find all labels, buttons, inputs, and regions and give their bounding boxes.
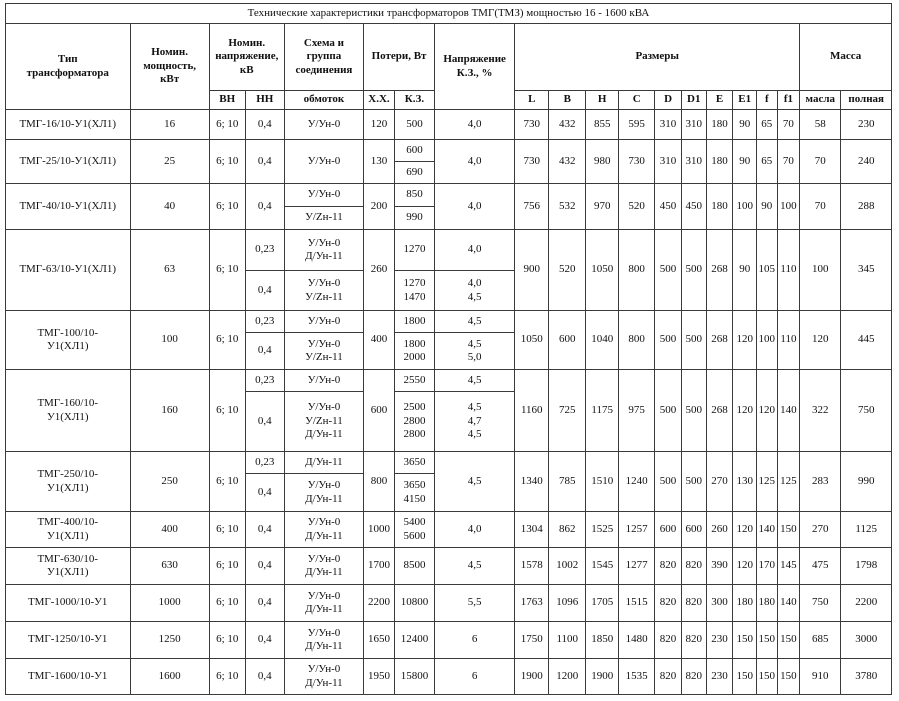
- cell-kz: 690: [394, 162, 434, 184]
- cell-C: 800: [619, 230, 655, 311]
- cell-H: 1545: [586, 548, 619, 585]
- cell-vn: 6; 10: [209, 110, 245, 140]
- cell-type: ТМГ-160/10- У1(ХЛ1): [6, 370, 131, 452]
- cell-C: 730: [619, 140, 655, 184]
- cell-E1: 180: [733, 585, 757, 622]
- cell-type: ТМГ-1000/10-У1: [6, 585, 131, 622]
- cell-D: 450: [655, 184, 682, 230]
- cell-nn: 0,23: [245, 370, 284, 392]
- cell-D: 500: [655, 311, 682, 370]
- cell-power: 16: [130, 110, 209, 140]
- cell-total: 230: [841, 110, 892, 140]
- spec-table: [5, 3, 892, 695]
- cell-oil: 322: [800, 370, 841, 452]
- cell-f: 105: [757, 230, 778, 311]
- cell-nn: 0,23: [245, 230, 284, 271]
- col-header-f1: f1: [777, 91, 800, 110]
- cell-D1: 500: [681, 452, 706, 512]
- cell-vn: 6; 10: [209, 140, 245, 184]
- cell-L: 1160: [515, 370, 549, 452]
- col-header-oil: масла: [800, 91, 841, 110]
- table-row: [6, 512, 892, 548]
- cell-L: 1578: [515, 548, 549, 585]
- cell-f1: 70: [777, 110, 800, 140]
- cell-E1: 120: [733, 548, 757, 585]
- cell-kz: 1800 2000: [394, 333, 434, 370]
- cell-E: 268: [706, 370, 733, 452]
- cell-D: 820: [655, 659, 682, 695]
- cell-L: 756: [515, 184, 549, 230]
- cell-uk: 4,0: [435, 184, 515, 230]
- cell-D: 500: [655, 452, 682, 512]
- cell-f1: 125: [777, 452, 800, 512]
- cell-H: 1850: [586, 622, 619, 659]
- cell-type: ТМГ-250/10- У1(ХЛ1): [6, 452, 131, 512]
- cell-E: 300: [706, 585, 733, 622]
- cell-xx: 1700: [364, 548, 395, 585]
- cell-C: 1277: [619, 548, 655, 585]
- cell-f1: 140: [777, 370, 800, 452]
- cell-E1: 90: [733, 140, 757, 184]
- cell-B: 1002: [549, 548, 586, 585]
- col-header-f: f: [757, 91, 778, 110]
- cell-total: 1125: [841, 512, 892, 548]
- cell-xx: 120: [364, 110, 395, 140]
- cell-total: 240: [841, 140, 892, 184]
- cell-nn: 0,4: [245, 333, 284, 370]
- cell-vn: 6; 10: [209, 230, 245, 311]
- table-row: [6, 370, 892, 392]
- cell-oil: 70: [800, 140, 841, 184]
- cell-H: 1900: [586, 659, 619, 695]
- cell-H: 855: [586, 110, 619, 140]
- cell-B: 432: [549, 110, 586, 140]
- cell-f: 65: [757, 140, 778, 184]
- cell-H: 970: [586, 184, 619, 230]
- cell-E: 230: [706, 622, 733, 659]
- cell-f1: 110: [777, 311, 800, 370]
- cell-power: 100: [130, 311, 209, 370]
- cell-uk: 6: [435, 659, 515, 695]
- cell-scheme: У/Ун-0 Д/Ун-11: [284, 230, 363, 271]
- col-header-E: E: [706, 91, 733, 110]
- cell-L: 1304: [515, 512, 549, 548]
- cell-kz: 1270: [394, 230, 434, 271]
- cell-scheme: Д/Ун-11: [284, 452, 363, 474]
- col-header-kz: К.З.: [394, 91, 434, 110]
- cell-E: 260: [706, 512, 733, 548]
- cell-D: 820: [655, 548, 682, 585]
- cell-kz: 3650: [394, 452, 434, 474]
- cell-nn: 0,4: [245, 110, 284, 140]
- cell-kz: 2550: [394, 370, 434, 392]
- cell-f: 180: [757, 585, 778, 622]
- cell-D1: 600: [681, 512, 706, 548]
- cell-D1: 500: [681, 370, 706, 452]
- cell-type: ТМГ-100/10- У1(ХЛ1): [6, 311, 131, 370]
- cell-f: 120: [757, 370, 778, 452]
- cell-B: 520: [549, 230, 586, 311]
- cell-power: 63: [130, 230, 209, 311]
- cell-uk: 6: [435, 622, 515, 659]
- cell-E: 390: [706, 548, 733, 585]
- cell-C: 595: [619, 110, 655, 140]
- cell-kz: 850: [394, 184, 434, 207]
- cell-vn: 6; 10: [209, 548, 245, 585]
- col-header-vn: ВН: [209, 91, 245, 110]
- cell-power: 400: [130, 512, 209, 548]
- cell-B: 862: [549, 512, 586, 548]
- cell-total: 990: [841, 452, 892, 512]
- cell-kz: 500: [394, 110, 434, 140]
- cell-xx: 400: [364, 311, 395, 370]
- cell-E1: 90: [733, 230, 757, 311]
- cell-power: 1600: [130, 659, 209, 695]
- col-header-sc-voltage: Напряжение К.З., %: [435, 24, 515, 110]
- cell-type: ТМГ-630/10- У1(ХЛ1): [6, 548, 131, 585]
- table-row: [6, 585, 892, 622]
- table-row: [6, 230, 892, 271]
- table-row: [6, 452, 892, 474]
- cell-oil: 100: [800, 230, 841, 311]
- col-header-xx: Х.Х.: [364, 91, 395, 110]
- cell-f1: 110: [777, 230, 800, 311]
- cell-C: 1480: [619, 622, 655, 659]
- cell-D1: 310: [681, 110, 706, 140]
- cell-B: 532: [549, 184, 586, 230]
- cell-uk: 4,5 4,7 4,5: [435, 392, 515, 452]
- cell-kz: 990: [394, 207, 434, 230]
- cell-scheme: У/Ун-0 Д/Ун-11: [284, 622, 363, 659]
- cell-xx: 260: [364, 230, 395, 311]
- cell-uk: 4,0 4,5: [435, 271, 515, 311]
- cell-scheme: У/Ун-0 У/Zн-11 Д/Ун-11: [284, 392, 363, 452]
- cell-total: 750: [841, 370, 892, 452]
- cell-oil: 70: [800, 184, 841, 230]
- cell-L: 1050: [515, 311, 549, 370]
- cell-E: 268: [706, 230, 733, 311]
- cell-type: ТМГ-400/10- У1(ХЛ1): [6, 512, 131, 548]
- cell-scheme: У/Ун-0: [284, 370, 363, 392]
- cell-D: 500: [655, 230, 682, 311]
- cell-total: 3000: [841, 622, 892, 659]
- cell-type: ТМГ-1600/10-У1: [6, 659, 131, 695]
- cell-f: 150: [757, 659, 778, 695]
- cell-H: 980: [586, 140, 619, 184]
- cell-vn: 6; 10: [209, 659, 245, 695]
- col-header-mass: Масса: [800, 24, 892, 91]
- cell-H: 1040: [586, 311, 619, 370]
- cell-B: 725: [549, 370, 586, 452]
- cell-L: 1750: [515, 622, 549, 659]
- cell-f1: 150: [777, 622, 800, 659]
- cell-oil: 120: [800, 311, 841, 370]
- cell-type: ТМГ-25/10-У1(ХЛ1): [6, 140, 131, 184]
- cell-xx: 130: [364, 140, 395, 184]
- cell-D: 820: [655, 585, 682, 622]
- col-header-E1: E1: [733, 91, 757, 110]
- cell-D1: 500: [681, 311, 706, 370]
- col-header-losses: Потери, Вт: [364, 24, 435, 91]
- cell-kz: 5400 5600: [394, 512, 434, 548]
- cell-power: 40: [130, 184, 209, 230]
- cell-vn: 6; 10: [209, 184, 245, 230]
- cell-D: 820: [655, 622, 682, 659]
- cell-D1: 310: [681, 140, 706, 184]
- cell-E: 270: [706, 452, 733, 512]
- cell-E1: 120: [733, 512, 757, 548]
- cell-L: 900: [515, 230, 549, 311]
- cell-C: 1257: [619, 512, 655, 548]
- cell-power: 160: [130, 370, 209, 452]
- cell-scheme: У/Ун-0 Д/Ун-11: [284, 548, 363, 585]
- cell-scheme: У/Zн-11: [284, 207, 363, 230]
- cell-nn: 0,4: [245, 585, 284, 622]
- cell-E1: 150: [733, 622, 757, 659]
- cell-E: 180: [706, 140, 733, 184]
- cell-type: ТМГ-63/10-У1(ХЛ1): [6, 230, 131, 311]
- col-header-sizes: Размеры: [515, 24, 800, 91]
- cell-scheme: У/Ун-0 У/Zн-11: [284, 271, 363, 311]
- cell-nn: 0,4: [245, 271, 284, 311]
- cell-f1: 100: [777, 184, 800, 230]
- cell-H: 1175: [586, 370, 619, 452]
- table-row: [6, 311, 892, 333]
- col-header-H: H: [586, 91, 619, 110]
- cell-scheme: У/Ун-0 Д/Ун-11: [284, 512, 363, 548]
- cell-oil: 910: [800, 659, 841, 695]
- cell-scheme: У/Ун-0: [284, 110, 363, 140]
- cell-type: ТМГ-40/10-У1(ХЛ1): [6, 184, 131, 230]
- col-header-type: Тип трансформатора: [6, 24, 131, 110]
- cell-E1: 120: [733, 370, 757, 452]
- cell-f: 100: [757, 311, 778, 370]
- cell-E: 180: [706, 184, 733, 230]
- col-header-D: D: [655, 91, 682, 110]
- cell-B: 1200: [549, 659, 586, 695]
- cell-D1: 820: [681, 622, 706, 659]
- cell-power: 630: [130, 548, 209, 585]
- cell-E1: 100: [733, 184, 757, 230]
- cell-vn: 6; 10: [209, 370, 245, 452]
- cell-uk: 4,0: [435, 110, 515, 140]
- cell-C: 1535: [619, 659, 655, 695]
- cell-f: 90: [757, 184, 778, 230]
- cell-uk: 4,0: [435, 512, 515, 548]
- cell-uk: 4,5: [435, 452, 515, 512]
- cell-E1: 120: [733, 311, 757, 370]
- cell-xx: 2200: [364, 585, 395, 622]
- cell-f1: 150: [777, 659, 800, 695]
- cell-D: 600: [655, 512, 682, 548]
- cell-xx: 800: [364, 452, 395, 512]
- cell-total: 445: [841, 311, 892, 370]
- cell-nn: 0,4: [245, 622, 284, 659]
- cell-kz: 1270 1470: [394, 271, 434, 311]
- cell-oil: 283: [800, 452, 841, 512]
- cell-D1: 820: [681, 585, 706, 622]
- cell-vn: 6; 10: [209, 452, 245, 512]
- cell-f: 65: [757, 110, 778, 140]
- cell-oil: 475: [800, 548, 841, 585]
- table-title: Технические характеристики трансформаторов ТМГ(ТМЗ) мощностью 16 - 1600 кВА: [6, 4, 892, 24]
- cell-oil: 750: [800, 585, 841, 622]
- cell-H: 1525: [586, 512, 619, 548]
- cell-C: 1240: [619, 452, 655, 512]
- cell-B: 432: [549, 140, 586, 184]
- col-header-scheme: Схема и группа соединения: [284, 24, 363, 91]
- cell-vn: 6; 10: [209, 622, 245, 659]
- cell-scheme: У/Ун-0 Д/Ун-11: [284, 659, 363, 695]
- cell-power: 1000: [130, 585, 209, 622]
- cell-L: 1763: [515, 585, 549, 622]
- cell-f: 125: [757, 452, 778, 512]
- col-header-C: C: [619, 91, 655, 110]
- col-header-B: B: [549, 91, 586, 110]
- cell-uk: 4,5: [435, 370, 515, 392]
- cell-oil: 685: [800, 622, 841, 659]
- cell-E: 230: [706, 659, 733, 695]
- cell-D: 500: [655, 370, 682, 452]
- spec-table-container: [5, 3, 892, 695]
- col-header-L: L: [515, 91, 549, 110]
- cell-nn: 0,4: [245, 548, 284, 585]
- cell-L: 1900: [515, 659, 549, 695]
- cell-xx: 1950: [364, 659, 395, 695]
- cell-oil: 270: [800, 512, 841, 548]
- cell-B: 600: [549, 311, 586, 370]
- cell-total: 345: [841, 230, 892, 311]
- table-row: [6, 548, 892, 585]
- cell-power: 1250: [130, 622, 209, 659]
- cell-E1: 90: [733, 110, 757, 140]
- cell-uk: 4,0: [435, 230, 515, 271]
- cell-D1: 820: [681, 548, 706, 585]
- cell-kz: 12400: [394, 622, 434, 659]
- cell-H: 1050: [586, 230, 619, 311]
- cell-C: 975: [619, 370, 655, 452]
- cell-uk: 4,5: [435, 548, 515, 585]
- cell-type: ТМГ-1250/10-У1: [6, 622, 131, 659]
- cell-kz: 2500 2800 2800: [394, 392, 434, 452]
- cell-H: 1705: [586, 585, 619, 622]
- cell-power: 250: [130, 452, 209, 512]
- cell-C: 800: [619, 311, 655, 370]
- cell-kz: 10800: [394, 585, 434, 622]
- cell-D: 310: [655, 110, 682, 140]
- cell-total: 1798: [841, 548, 892, 585]
- cell-vn: 6; 10: [209, 585, 245, 622]
- cell-kz: 15800: [394, 659, 434, 695]
- cell-nn: 0,4: [245, 392, 284, 452]
- col-header-total: полная: [841, 91, 892, 110]
- cell-D1: 820: [681, 659, 706, 695]
- cell-scheme: У/Ун-0: [284, 140, 363, 184]
- cell-scheme: У/Ун-0: [284, 184, 363, 207]
- cell-L: 1340: [515, 452, 549, 512]
- cell-E: 180: [706, 110, 733, 140]
- cell-f: 140: [757, 512, 778, 548]
- cell-f1: 140: [777, 585, 800, 622]
- cell-uk: 4,5: [435, 311, 515, 333]
- cell-kz: 600: [394, 140, 434, 162]
- cell-L: 730: [515, 140, 549, 184]
- col-header-nn: НН: [245, 91, 284, 110]
- cell-L: 730: [515, 110, 549, 140]
- table-row: [6, 622, 892, 659]
- cell-total: 3780: [841, 659, 892, 695]
- cell-total: 2200: [841, 585, 892, 622]
- table-row: [6, 184, 892, 207]
- cell-nn: 0,4: [245, 512, 284, 548]
- cell-D1: 450: [681, 184, 706, 230]
- cell-E1: 150: [733, 659, 757, 695]
- cell-nn: 0,4: [245, 184, 284, 230]
- cell-scheme: У/Ун-0: [284, 311, 363, 333]
- cell-D: 310: [655, 140, 682, 184]
- cell-f: 170: [757, 548, 778, 585]
- cell-nn: 0,4: [245, 474, 284, 512]
- table-row: [6, 140, 892, 162]
- cell-xx: 1650: [364, 622, 395, 659]
- col-header-voltage: Номин. напряжение, кВ: [209, 24, 284, 91]
- cell-uk: 5,5: [435, 585, 515, 622]
- table-row: [6, 110, 892, 140]
- cell-f: 150: [757, 622, 778, 659]
- cell-kz: 8500: [394, 548, 434, 585]
- cell-C: 520: [619, 184, 655, 230]
- cell-power: 25: [130, 140, 209, 184]
- cell-E1: 130: [733, 452, 757, 512]
- cell-B: 785: [549, 452, 586, 512]
- cell-total: 288: [841, 184, 892, 230]
- table-row: [6, 659, 892, 695]
- col-header-windings: обмоток: [284, 91, 363, 110]
- cell-f1: 150: [777, 512, 800, 548]
- cell-B: 1096: [549, 585, 586, 622]
- cell-scheme: У/Ун-0 Д/Ун-11: [284, 474, 363, 512]
- col-header-D1: D1: [681, 91, 706, 110]
- cell-xx: 200: [364, 184, 395, 230]
- cell-scheme: У/Ун-0 У/Zн-11: [284, 333, 363, 370]
- cell-xx: 600: [364, 370, 395, 452]
- col-header-power: Номин. мощность, кВт: [130, 24, 209, 110]
- cell-C: 1515: [619, 585, 655, 622]
- cell-xx: 1000: [364, 512, 395, 548]
- cell-kz: 1800: [394, 311, 434, 333]
- cell-H: 1510: [586, 452, 619, 512]
- cell-type: ТМГ-16/10-У1(ХЛ1): [6, 110, 131, 140]
- cell-kz: 3650 4150: [394, 474, 434, 512]
- cell-D1: 500: [681, 230, 706, 311]
- cell-f1: 145: [777, 548, 800, 585]
- cell-uk: 4,5 5,0: [435, 333, 515, 370]
- cell-B: 1100: [549, 622, 586, 659]
- cell-f1: 70: [777, 140, 800, 184]
- cell-oil: 58: [800, 110, 841, 140]
- cell-vn: 6; 10: [209, 512, 245, 548]
- cell-scheme: У/Ун-0 Д/Ун-11: [284, 585, 363, 622]
- cell-uk: 4,0: [435, 140, 515, 184]
- cell-E: 268: [706, 311, 733, 370]
- cell-nn: 0,4: [245, 140, 284, 184]
- cell-nn: 0,23: [245, 452, 284, 474]
- cell-nn: 0,4: [245, 659, 284, 695]
- cell-vn: 6; 10: [209, 311, 245, 370]
- cell-nn: 0,23: [245, 311, 284, 333]
